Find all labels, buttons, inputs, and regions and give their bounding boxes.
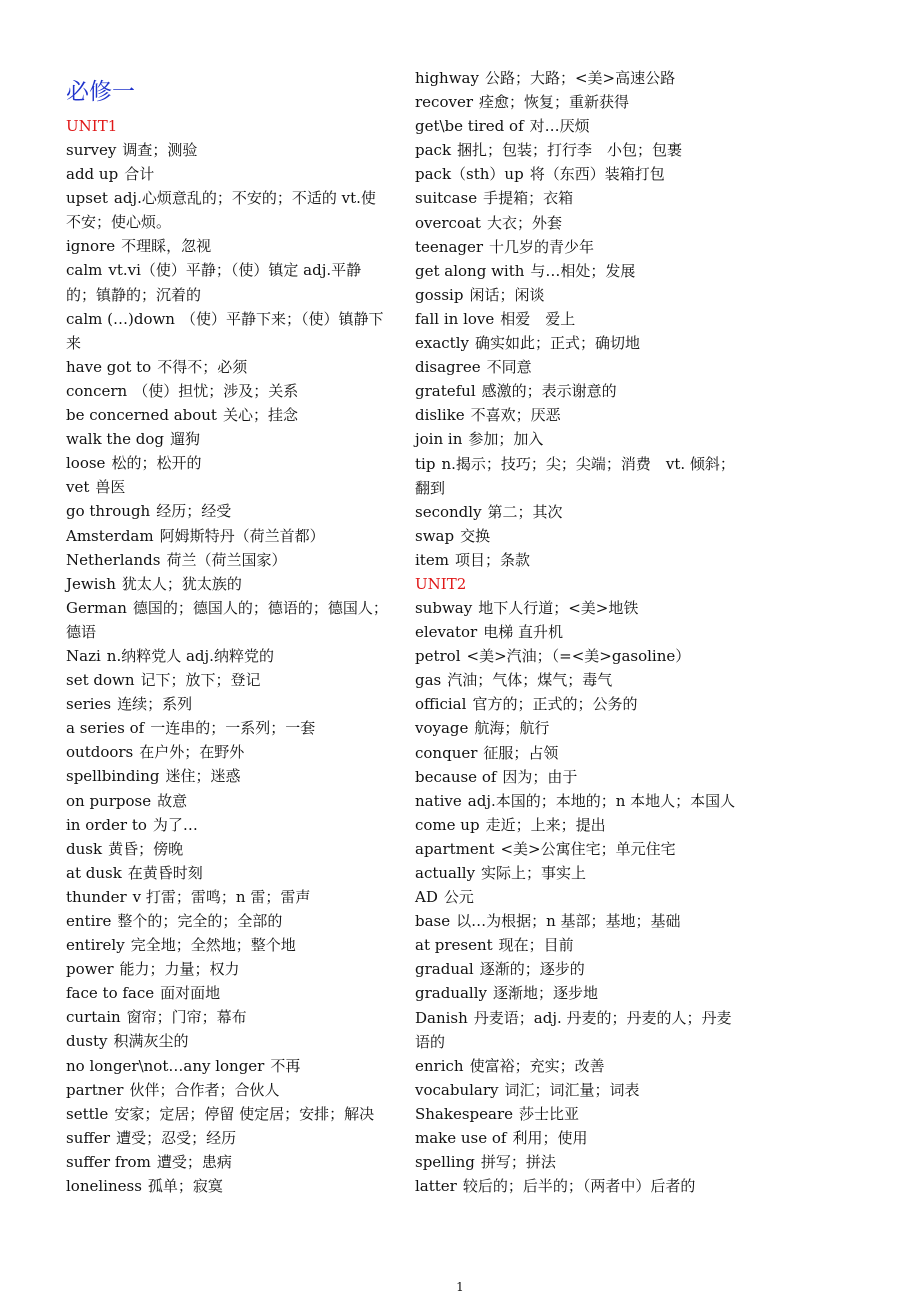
vocab-definition: vt.vi（使）平静；（使）镇定 adj.平静的；镇静的；沉着的: [66, 261, 362, 304]
vocab-word: thunder: [66, 887, 127, 906]
vocab-word: suffer from: [66, 1152, 151, 1171]
vocab-entry: [66, 499, 388, 523]
vocab-entry: [66, 1029, 388, 1053]
vocab-entry: [66, 451, 388, 475]
vocab-definition: 不同意: [486, 358, 532, 377]
vocab-definition: 丹麦语；adj. 丹麦的；丹麦的人；丹麦语的: [415, 1008, 732, 1051]
vocab-entry: [66, 379, 388, 403]
vocab-definition: 调查；测验: [122, 141, 198, 159]
vocab-entry: [66, 427, 388, 451]
vocab-definition: 不得不；必须: [157, 357, 248, 376]
vocab-entry: [66, 596, 388, 644]
vocab-word: tip: [415, 454, 436, 473]
vocab-word: item: [415, 550, 449, 569]
vocab-definition: 迷住；迷惑: [165, 767, 241, 786]
vocab-word: join in: [415, 430, 463, 449]
vocab-definition: 征服；占领: [483, 743, 559, 762]
vocab-definition: adj.心烦意乱的；不安的；不适的 vt.使不安；使心烦。: [66, 189, 376, 232]
vocab-word: pack（sth）up: [415, 165, 524, 184]
vocab-definition: 犹太人；犹太族的: [121, 574, 242, 593]
vocab-entry: [415, 692, 737, 716]
vocab-definition: 现在；目前: [498, 936, 574, 955]
vocab-word: enrich: [415, 1056, 464, 1075]
vocab-word: Nazi: [66, 646, 101, 665]
vocab-entry: [415, 765, 737, 789]
vocab-entry: [66, 837, 388, 861]
vocab-entry: [66, 403, 388, 427]
vocab-definition: 闲话；闲谈: [469, 285, 545, 304]
vocab-word: gradual: [415, 960, 474, 979]
vocab-word: apartment: [415, 839, 495, 858]
vocab-definition: 地下人行道；<美>地铁: [478, 598, 639, 617]
vocab-word: overcoat: [415, 213, 481, 232]
vocab-entry: [66, 1150, 388, 1174]
vocab-definition: 整个的；完全的；全部的: [117, 912, 283, 930]
vocab-entry: [415, 1150, 737, 1174]
vocab-word: on purpose: [66, 791, 152, 810]
vocab-definition: 莎士比亚: [519, 1104, 580, 1123]
vocab-definition: n.揭示；技巧；尖；尖端；消费 vt. 倾斜； 翻到: [415, 454, 743, 497]
vocab-definition: 遭受；患病: [156, 1152, 232, 1171]
right-column: [415, 66, 743, 1198]
vocab-word: subway: [415, 598, 473, 617]
vocab-word: entire: [66, 912, 112, 930]
vocab-definition: 与…相处；发展: [530, 261, 636, 280]
vocab-word: get along with: [415, 261, 525, 280]
vocab-definition: 使富裕；充实；改善: [469, 1056, 605, 1075]
vocab-word: spelling: [415, 1153, 475, 1172]
vocab-definition: 交换: [460, 526, 491, 545]
vocab-entry: [66, 644, 388, 668]
vocab-definition: 遛狗: [170, 430, 201, 449]
vocab-entry: [415, 789, 737, 813]
vocab-entry: [66, 909, 388, 933]
vocab-entry: [415, 741, 737, 765]
vocab-definition: 项目；条款: [454, 550, 530, 569]
vocab-word: gradually: [415, 984, 487, 1003]
vocab-entry: [66, 186, 388, 234]
vocab-word: latter: [415, 1177, 457, 1196]
vocab-definition: 在黄昏时刻: [127, 863, 203, 882]
vocab-entry: [415, 1078, 737, 1102]
vocab-word: settle: [66, 1104, 109, 1123]
vocab-word: at dusk: [66, 863, 122, 882]
vocab-entry: [415, 1126, 737, 1150]
vocab-word: German: [66, 598, 127, 617]
vocab-entry: [415, 885, 737, 909]
vocab-word: Shakespeare: [415, 1104, 514, 1123]
vocab-definition: 不理睬，忽视: [121, 237, 212, 256]
vocab-entry: [415, 162, 737, 186]
vocab-entry: [66, 307, 388, 355]
vocab-entry: [415, 1006, 737, 1054]
vocab-word: dislike: [415, 406, 465, 425]
vocab-definition: 兽医: [95, 478, 126, 497]
vocab-word: upset: [66, 189, 108, 208]
vocab-word: because of: [415, 767, 497, 786]
vocab-word: spellbinding: [66, 767, 160, 786]
vocab-entry: [66, 258, 388, 306]
vocab-word: curtain: [66, 1008, 121, 1027]
vocab-entry: [66, 548, 388, 572]
vocab-definition: 以…为根据；n 基部；基地；基础: [456, 912, 681, 931]
vocab-definition: 伙伴；合作者；合伙人: [129, 1080, 280, 1099]
vocab-word: vet: [66, 478, 90, 497]
vocab-definition: 十几岁的青少年: [489, 237, 595, 256]
vocab-word: in order to: [66, 815, 147, 834]
vocab-entry: [66, 138, 388, 162]
vocab-word: AD: [415, 888, 438, 907]
vocab-definition: 在户外；在野外: [139, 743, 245, 762]
vocab-entry: [415, 981, 737, 1005]
vocab-word: set down: [66, 671, 135, 690]
vocab-entry: [415, 644, 737, 668]
vocab-definition: 经历；经受: [156, 502, 232, 521]
vocab-definition: 公元: [443, 888, 474, 907]
vocab-entry: [66, 1054, 388, 1078]
vocab-word: walk the dog: [66, 430, 165, 449]
vocab-definition: 第二；其次: [487, 502, 563, 521]
vocab-word: suitcase: [415, 189, 478, 208]
vocab-word: teenager: [415, 237, 484, 256]
vocab-word: make use of: [415, 1129, 507, 1148]
vocab-definition: 阿姆斯特丹（荷兰首都）: [159, 526, 325, 545]
vocab-word: at present: [415, 936, 493, 955]
vocab-word: ignore: [66, 237, 116, 256]
vocab-word: Amsterdam: [66, 526, 154, 545]
vocab-entry: [415, 331, 737, 355]
vocab-definition: adj.本国的；本地的；n 本地人；本国人: [467, 791, 736, 810]
vocab-entry: [415, 138, 737, 162]
vocab-definition: 安家；定居；停留 使定居；安排；解决: [114, 1104, 375, 1123]
vocab-entry: [66, 692, 388, 716]
vocab-definition: 积满灰尘的: [113, 1032, 189, 1051]
vocab-definition: 合计: [124, 165, 155, 184]
vocab-word: dusty: [66, 1032, 108, 1051]
vocab-definition: （使）担忧；涉及；关系: [133, 381, 299, 400]
vocab-word: dusk: [66, 839, 103, 858]
vocab-word: official: [415, 695, 467, 714]
vocab-entry: [66, 355, 388, 379]
vocab-word: partner: [66, 1080, 124, 1099]
vocab-entry: [66, 933, 388, 957]
vocab-entry: [415, 500, 737, 524]
vocab-entry: [415, 186, 737, 210]
vocab-entry: [66, 981, 388, 1005]
vocab-entry: [66, 740, 388, 764]
vocab-word: come up: [415, 815, 480, 834]
vocab-definition: 汽油；气体；煤气；毒气: [447, 671, 613, 690]
vocab-definition: 痊愈；恢复；重新获得: [479, 93, 630, 112]
vocab-word: no longer\not…any longer: [66, 1056, 265, 1075]
vocab-word: pack: [415, 141, 452, 160]
vocab-definition: 捆扎；包装；打行李 小包；包裹: [457, 141, 683, 160]
vocab-entry: [66, 1102, 388, 1126]
vocab-entry: [66, 1174, 388, 1198]
vocab-word: secondly: [415, 502, 482, 521]
vocab-entry: [415, 235, 737, 259]
vocab-definition: （使）平静下来；（使）镇静下来: [66, 309, 384, 352]
vocab-entry: [66, 668, 388, 692]
page-number: 1: [456, 1280, 464, 1294]
vocab-entry: [415, 355, 737, 379]
vocab-definition: 为了…: [152, 815, 198, 834]
vocab-definition: 电梯 直升机: [483, 623, 563, 642]
vocab-word: fall in love: [415, 309, 495, 328]
vocab-definition: n.纳粹党人 adj.纳粹党的: [106, 646, 274, 665]
vocab-entry: [415, 283, 737, 307]
vocab-word: exactly: [415, 334, 469, 353]
vocab-definition: 不喜欢；厌恶: [470, 406, 561, 425]
vocab-definition: 走近；上来；提出: [485, 815, 606, 834]
unit-heading-1: UNIT1: [66, 117, 118, 135]
vocab-entry: [415, 1054, 737, 1078]
vocab-definition: 利用；使用: [512, 1129, 588, 1148]
vocab-word: grateful: [415, 382, 476, 401]
vocab-entry: [66, 861, 388, 885]
vocab-word: have got to: [66, 357, 152, 376]
vocab-word: petrol: [415, 647, 461, 666]
vocab-word: native: [415, 791, 462, 810]
vocab-word: outdoors: [66, 743, 134, 762]
vocab-definition: 孤单；寂寞: [147, 1177, 223, 1196]
vocab-word: Netherlands: [66, 550, 161, 569]
vocab-word: actually: [415, 864, 476, 882]
vocab-definition: 航海；航行: [474, 719, 550, 738]
vocab-entry: [66, 1126, 388, 1150]
vocab-definition: 将（东西）装箱打包: [529, 165, 665, 184]
vocab-entry: [66, 764, 388, 788]
vocab-entry: [66, 572, 388, 596]
vocab-list-unit2: [415, 596, 737, 1198]
vocab-entry: [415, 933, 737, 957]
vocab-word: get\be tired of: [415, 117, 524, 136]
section-title: 必修一: [66, 79, 135, 105]
vocab-definition: 完全地；全然地；整个地: [130, 936, 296, 955]
vocab-entry: [415, 403, 737, 427]
vocab-word: go through: [66, 502, 151, 521]
vocab-definition: 较后的；后半的；（两者中）后者的: [462, 1177, 696, 1196]
vocab-word: elevator: [415, 623, 478, 642]
vocab-entry: [66, 789, 388, 813]
vocab-entry: [415, 379, 737, 403]
vocab-definition: 手提箱；衣箱: [483, 189, 574, 208]
vocab-entry: [66, 957, 388, 981]
vocab-word: swap: [415, 526, 455, 545]
vocab-word: gossip: [415, 285, 464, 304]
vocab-definition: 松的；松开的: [111, 454, 202, 473]
vocab-definition: 公路；大路；<美>高速公路: [484, 69, 676, 87]
vocab-entry: [415, 1102, 737, 1126]
vocab-word: survey: [66, 141, 117, 159]
vocab-entry: [415, 620, 737, 644]
vocab-definition: 拼写；拼法: [480, 1153, 556, 1172]
vocab-word: recover: [415, 93, 474, 112]
vocab-list-unit1-continued: [415, 66, 743, 572]
vocab-definition: 能力；力量；权力: [119, 960, 240, 979]
vocab-definition: 实际上；事实上: [481, 864, 587, 882]
vocab-word: series: [66, 695, 112, 714]
vocab-word: disagree: [415, 358, 481, 377]
vocab-definition: 窗帘；门帘；幕布: [126, 1008, 247, 1027]
vocab-entry: [66, 475, 388, 499]
vocab-entry: [415, 452, 743, 500]
vocab-word: Jewish: [66, 574, 116, 593]
vocab-entry: [66, 1078, 388, 1102]
vocab-entry: [415, 90, 737, 114]
vocab-definition: 记下；放下；登记: [140, 671, 261, 690]
vocab-definition: 连续；系列: [117, 695, 193, 714]
vocab-entry: [66, 813, 388, 837]
vocab-entry: [66, 234, 388, 258]
vocab-word: calm (…)down: [66, 309, 175, 328]
vocab-word: calm: [66, 261, 103, 280]
vocab-definition: 大衣；外套: [486, 213, 562, 232]
vocab-definition: 因为；由于: [502, 767, 578, 786]
vocab-definition: 关心；挂念: [222, 406, 298, 425]
vocab-word: be concerned about: [66, 406, 217, 425]
vocab-definition: <美>汽油；（=<美>gasoline）: [466, 647, 691, 666]
vocab-entry: [66, 716, 388, 740]
vocab-word: loneliness: [66, 1177, 142, 1196]
vocab-word: conquer: [415, 743, 478, 762]
vocab-entry: [415, 813, 737, 837]
vocab-entry: [415, 307, 737, 331]
vocab-word: power: [66, 960, 114, 979]
vocab-word: gas: [415, 671, 442, 690]
vocab-definition: v 打雷；雷鸣；n 雷；雷声: [132, 887, 311, 906]
vocab-entry: [415, 427, 737, 451]
vocab-definition: 逐渐的；逐步的: [479, 960, 585, 979]
vocab-word: vocabulary: [415, 1080, 499, 1099]
vocab-entry: [66, 162, 388, 186]
vocab-definition: 词汇；词汇量；词表: [504, 1080, 640, 1099]
vocab-word: voyage: [415, 719, 469, 738]
vocab-entry: [415, 548, 737, 572]
vocab-entry: [415, 668, 737, 692]
vocab-word: loose: [66, 454, 106, 473]
vocab-entry: [66, 524, 388, 548]
vocab-definition: 故意: [157, 791, 188, 810]
vocab-entry: [415, 211, 737, 235]
vocab-definition: 荷兰（荷兰国家）: [166, 550, 287, 569]
vocab-definition: 逐渐地；逐步地: [493, 984, 599, 1003]
vocab-word: base: [415, 912, 451, 931]
vocab-definition: 感激的；表示谢意的: [481, 382, 617, 401]
unit-heading-2: UNIT2: [415, 574, 467, 593]
vocab-definition: 参加；加入: [468, 430, 544, 449]
vocab-definition: 遭受；忍受；经历: [116, 1128, 237, 1147]
vocab-word: face to face: [66, 984, 155, 1003]
vocab-definition: 确实如此；正式；确切地: [474, 334, 640, 353]
vocab-word: Danish: [415, 1008, 468, 1027]
vocab-entry: [415, 909, 737, 933]
vocab-word: entirely: [66, 936, 125, 955]
vocab-entry: [415, 259, 737, 283]
vocab-entry: [415, 114, 737, 138]
vocab-word: suffer: [66, 1128, 111, 1147]
vocab-entry: [415, 1174, 737, 1198]
vocab-entry: [415, 957, 737, 981]
vocab-word: concern: [66, 381, 128, 400]
vocab-definition: 面对面地: [160, 984, 221, 1003]
vocab-list-unit1: [66, 138, 388, 1198]
vocab-entry: [415, 861, 737, 885]
vocab-definition: 对…厌烦: [529, 117, 590, 136]
vocab-word: add up: [66, 165, 119, 184]
left-column: [66, 72, 388, 1198]
vocab-definition: 一连串的；一系列；一套: [150, 719, 316, 738]
vocab-entry: [415, 716, 737, 740]
vocab-entry: [415, 596, 737, 620]
vocab-entry: [66, 885, 388, 909]
vocab-entry: [415, 837, 737, 861]
vocab-entry: [415, 66, 737, 90]
vocab-entry: [415, 524, 737, 548]
vocab-definition: 德国的；德国人的；德语的；德国人；德语: [66, 598, 388, 641]
vocab-word: a series of: [66, 719, 145, 738]
vocab-definition: 官方的；正式的；公务的: [472, 695, 638, 714]
vocab-definition: <美>公寓住宅；单元住宅: [500, 839, 676, 858]
vocab-definition: 不再: [270, 1056, 301, 1075]
vocab-entry: [66, 1005, 388, 1029]
vocab-definition: 相爱 爱上: [500, 309, 576, 328]
vocab-definition: 黄昏；傍晚: [108, 839, 184, 858]
vocab-word: highway: [415, 69, 479, 87]
